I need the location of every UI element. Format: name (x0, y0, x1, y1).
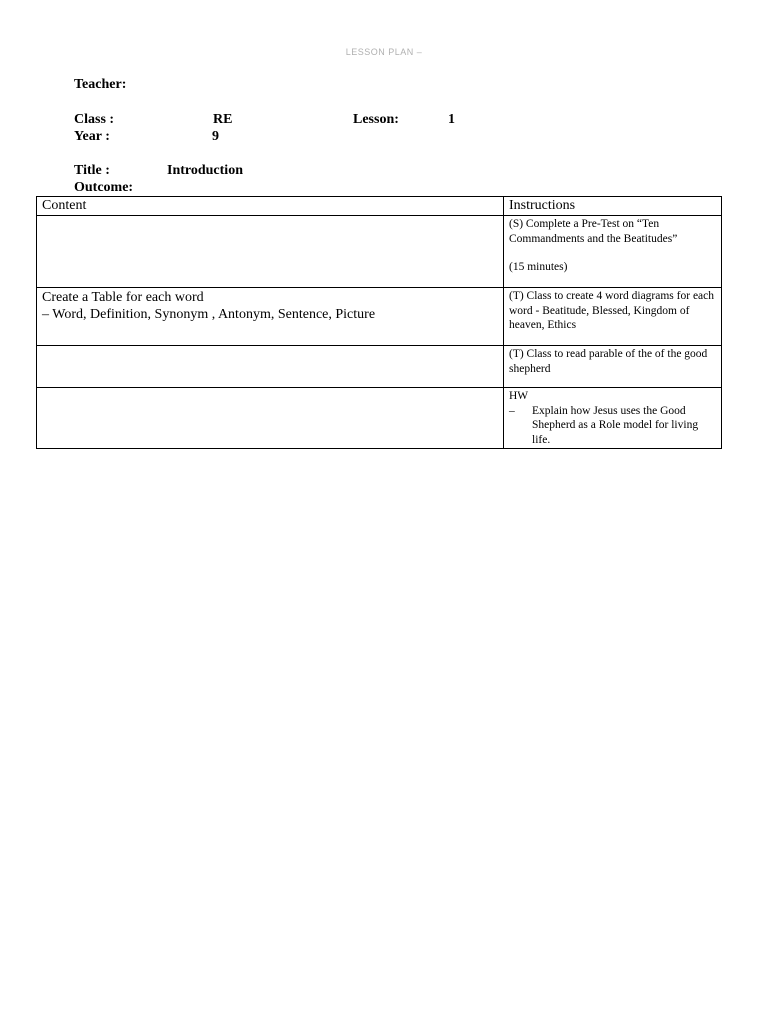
content-line: Create a Table for each word (42, 290, 204, 305)
homework-heading: HW (509, 390, 529, 402)
class-label: Class : (74, 112, 115, 127)
content-header: Content (37, 197, 504, 216)
table-row (37, 288, 722, 346)
table-row (37, 388, 722, 449)
teacher-label: Teacher: (74, 77, 127, 92)
content-cell (37, 288, 504, 346)
class-value: RE (213, 112, 233, 127)
instruction-text: (S) Complete a Pre-Test on “Ten Commandments and the Beatitudes” (509, 218, 678, 245)
homework-text: Explain how Jesus uses the Good Shepherd as a Role model for living life. (532, 404, 699, 446)
instructions-cell (504, 346, 722, 388)
lesson-value: 1 (448, 112, 455, 127)
content-line: – Word, Definition, Synonym , Antonym, Sentence, Picture (42, 307, 376, 322)
instruction-text: (T) Class to read parable of the of the good shepherd (509, 348, 708, 375)
document-header: LESSON PLAN – (345, 47, 423, 57)
content-cell (37, 346, 504, 388)
table-header-row (37, 197, 722, 216)
title-label: Title : (74, 163, 110, 178)
table-row (37, 216, 722, 288)
table-row (37, 346, 722, 388)
year-label: Year : (74, 129, 110, 144)
instructions-cell (504, 216, 722, 288)
dash-bullet: – (509, 404, 515, 417)
title-value: Introduction (167, 163, 243, 178)
list-item (509, 404, 716, 448)
lesson-plan-table (36, 196, 722, 449)
instruction-text: (T) Class to create 4 word diagrams for each word - Beatitude, Blessed, Kingdom of heaven, Ethics (509, 290, 715, 331)
year-value: 9 (212, 129, 219, 144)
content-cell (37, 216, 504, 288)
outcome-label: Outcome: (74, 180, 134, 195)
instruction-duration: (15 minutes) (509, 261, 568, 273)
instructions-cell (504, 288, 722, 346)
instructions-cell (504, 388, 722, 449)
instructions-header: Instructions (504, 197, 722, 216)
lesson-label: Lesson: (353, 112, 399, 127)
homework-list (509, 404, 716, 448)
content-cell (37, 388, 504, 449)
